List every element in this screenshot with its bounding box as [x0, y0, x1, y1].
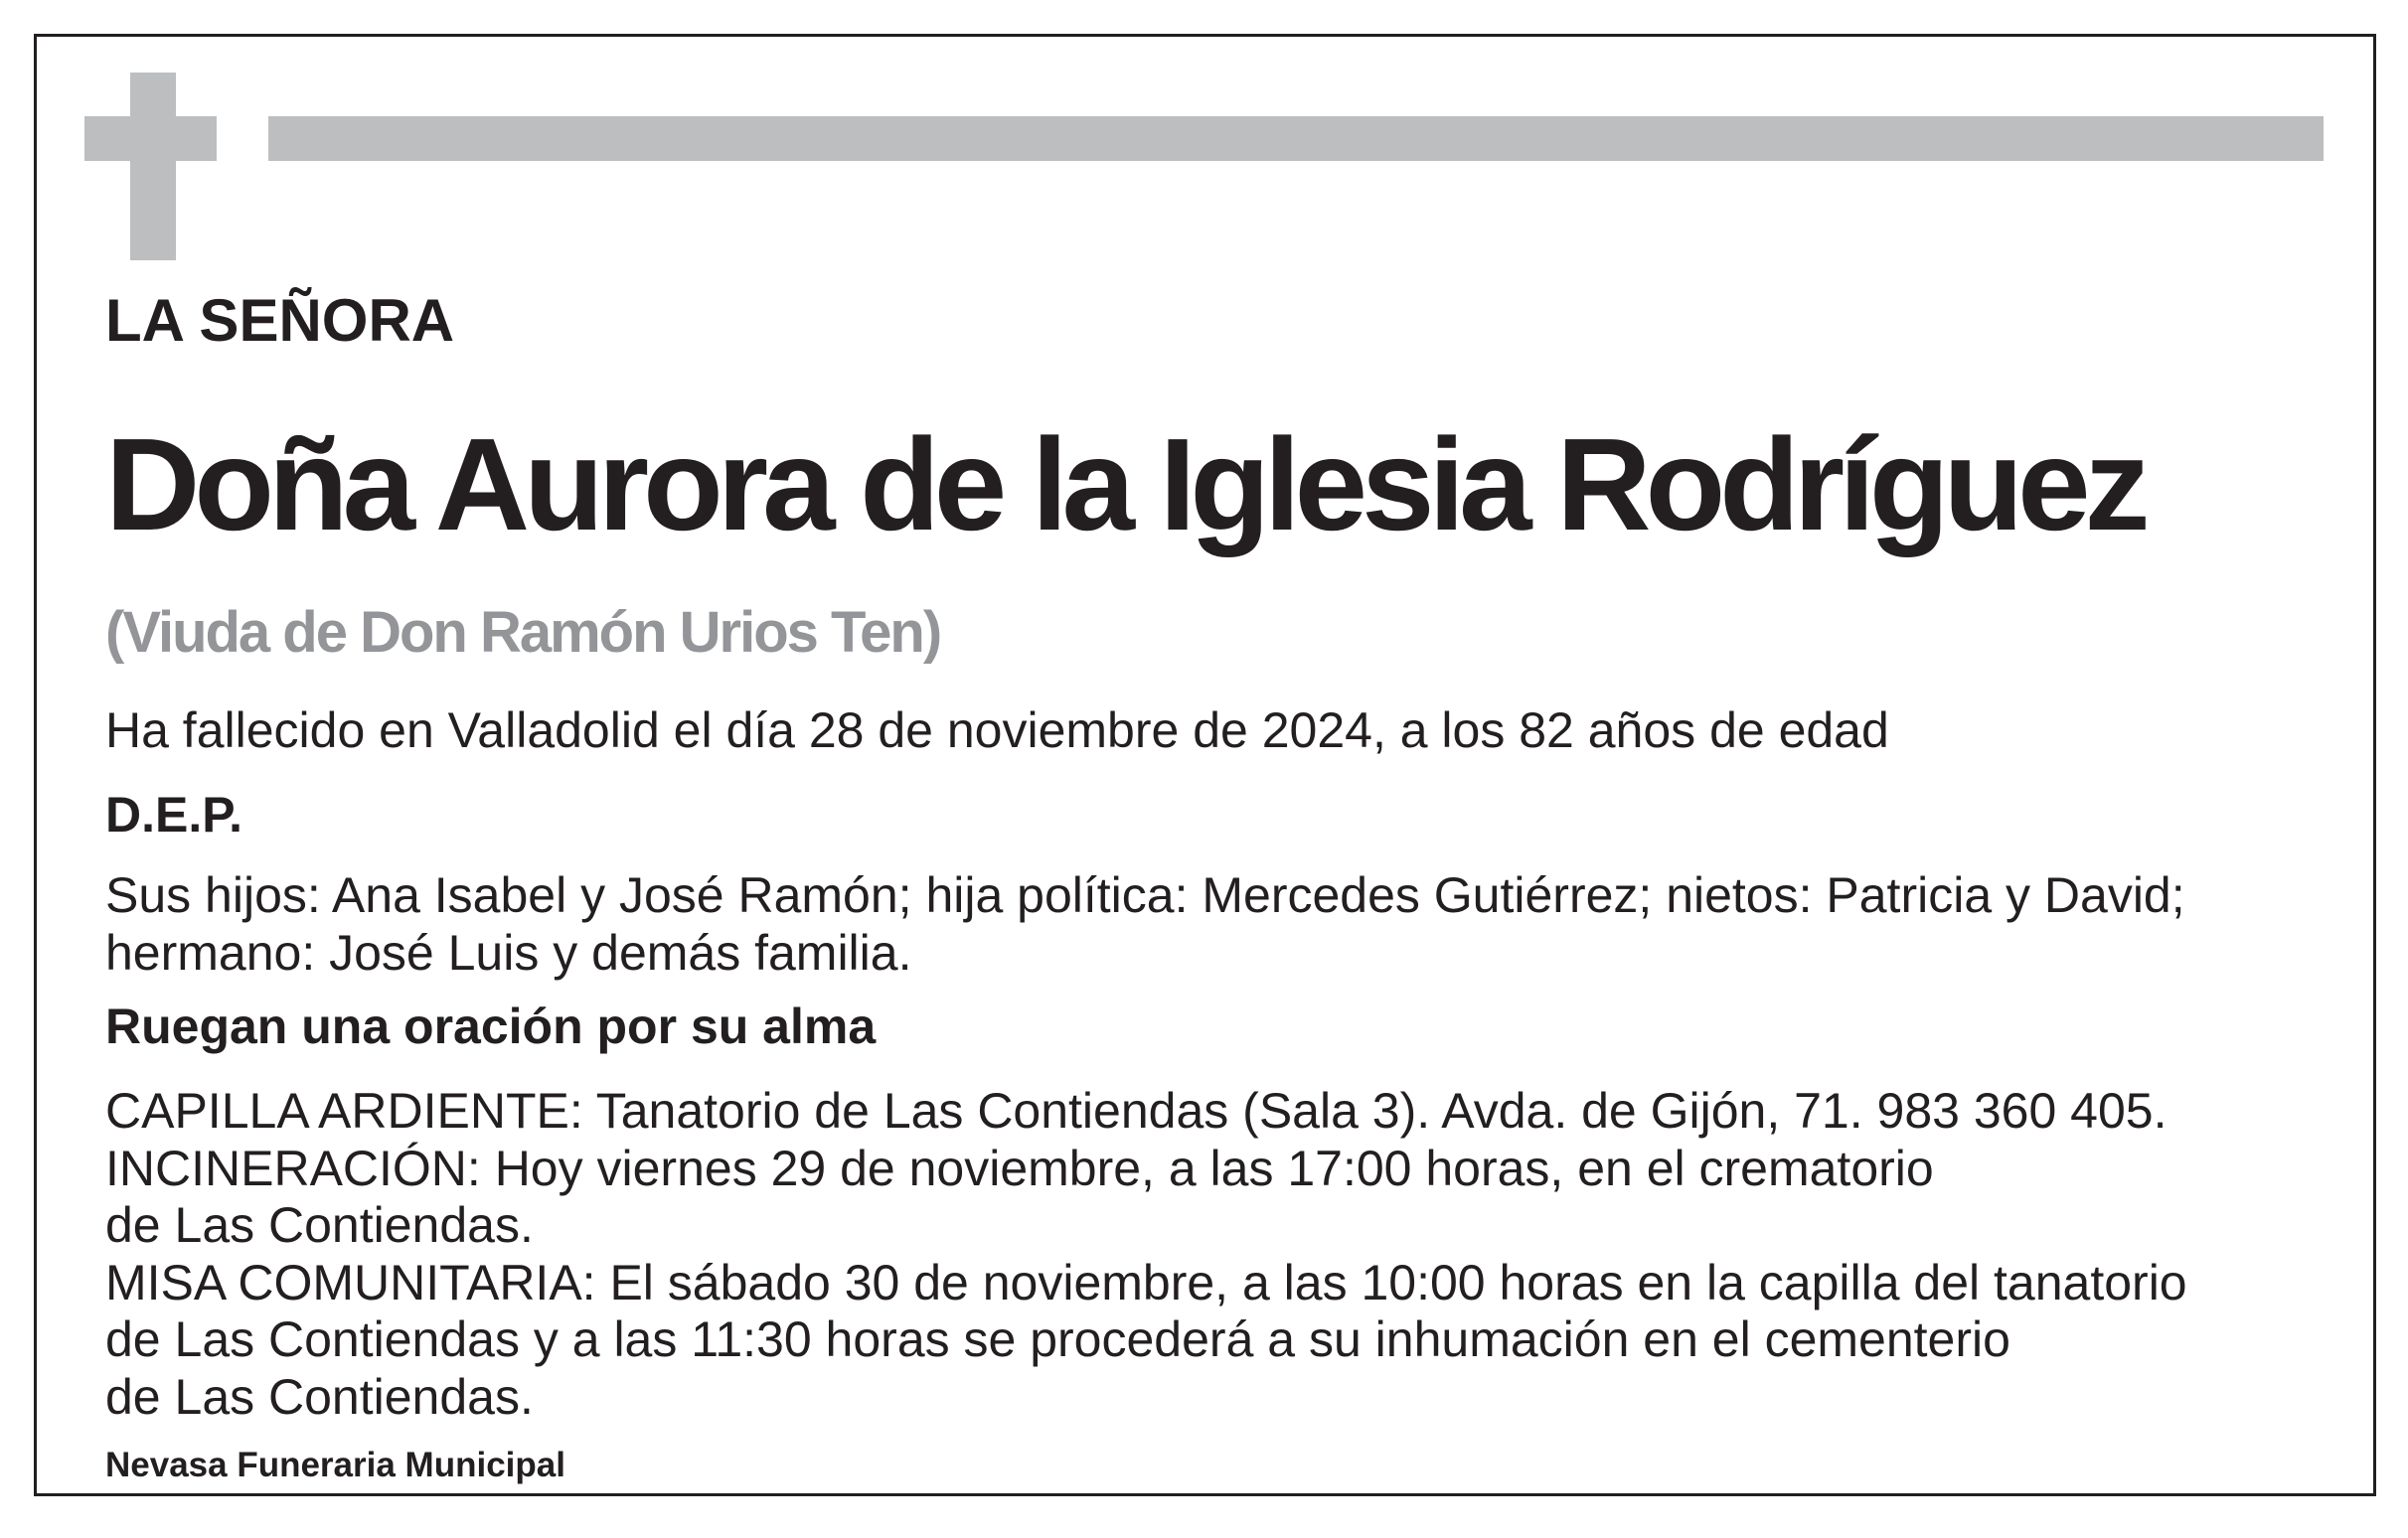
details-line: de Las Contiendas y a las 11:30 horas se procederá a su inhumación en el cementerio [105, 1311, 2010, 1367]
details-line: de Las Contiendas. [105, 1197, 534, 1253]
funeral-home-name: Nevasa Funeraria Municipal [105, 1446, 565, 1484]
family-list [105, 866, 2185, 982]
prayer-request: Ruegan una oración por su alma [105, 999, 877, 1054]
header-rule [268, 116, 2324, 161]
widow-of: (Viuda de Don Ramón Urios Ten) [105, 600, 941, 665]
rip-label: D.E.P. [105, 787, 243, 843]
deceased-name: Doña Aurora de la Iglesia Rodríguez [105, 411, 2145, 557]
cross-icon-horizontal-bar [84, 116, 217, 161]
details-line: INCINERACIÓN: Hoy viernes 29 de noviembre, a las 17:00 horas, en el crematorio [105, 1140, 1934, 1196]
details-line: de Las Contiendas. [105, 1368, 534, 1425]
details-line: MISA COMUNITARIA: El sábado 30 de noviembre, a las 10:00 horas en la capilla del tanatorio [105, 1254, 2187, 1310]
details-line: CAPILLA ARDIENTE: Tanatorio de Las Contiendas (Sala 3). Avda. de Gijón, 71. 983 360 405. [105, 1083, 2167, 1139]
honorific: LA SEÑORA [105, 287, 455, 354]
family-line: hermano: José Luis y demás familia. [105, 925, 912, 981]
death-announcement: Ha fallecido en Valladolid el día 28 de noviembre de 2024, a los 82 años de edad [105, 702, 1889, 758]
cross-icon-vertical-bar [130, 73, 176, 260]
service-details [105, 1083, 2187, 1426]
family-line: Sus hijos: Ana Isabel y José Ramón; hija política: Mercedes Gutiérrez; nietos: Patricia y David; [105, 867, 2185, 923]
